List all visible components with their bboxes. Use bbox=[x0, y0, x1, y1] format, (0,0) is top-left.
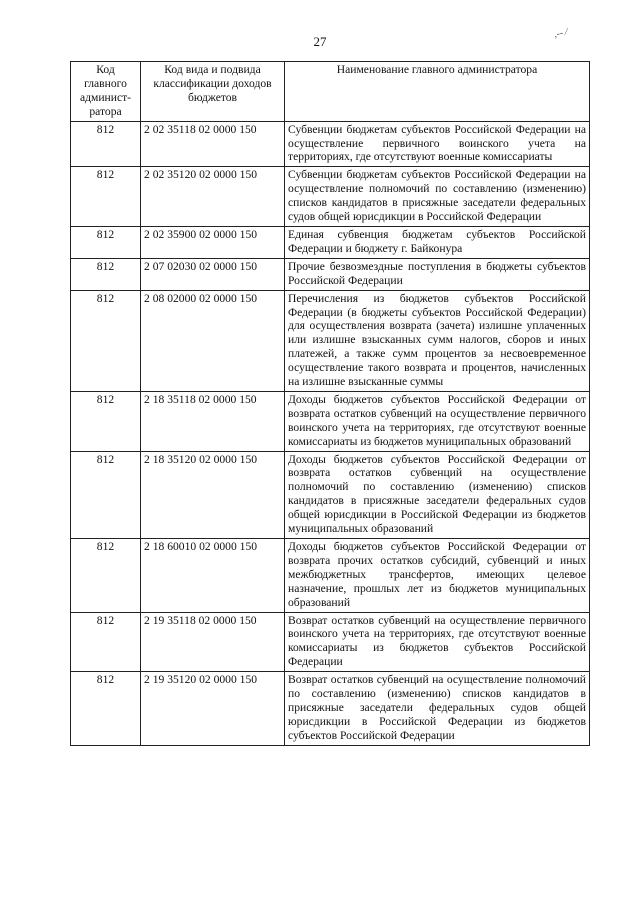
table-row bbox=[71, 226, 590, 258]
administrator-name-cell: Субвенции бюджетам субъектов Российской Федерации на осуществление первичного воинского учета на территориях, где отсутствуют военные комиссариаты bbox=[285, 121, 590, 167]
handwritten-mark: ,-- ⁄ bbox=[553, 26, 569, 41]
header-administrator-name: Наименование главного администратора bbox=[285, 62, 590, 122]
income-code-cell: 2 18 35118 02 0000 150 bbox=[141, 391, 285, 451]
table-row bbox=[71, 121, 590, 167]
table-row bbox=[71, 672, 590, 746]
administrator-name-cell: Возврат остатков субвенций на осуществление первичного воинского учета на территориях, где отсутствуют военные комиссариаты из бюджетов субъектов Российской Федерации bbox=[285, 612, 590, 672]
income-code-cell: 2 19 35118 02 0000 150 bbox=[141, 612, 285, 672]
administrator-name-cell: Доходы бюджетов субъектов Российской Федерации от возврата остатков субвенций на осуществление полномочий по составлению (изменению) списков кандидатов в присяжные заседатели федеральных судов общей юрисдикции в Российской Федерации из бюджетов муниципальных образований bbox=[285, 451, 590, 538]
administrator-name-cell: Возврат остатков субвенций на осуществление полномочий по составлению (изменению) списков кандидатов в присяжные заседатели федеральных судов общей юрисдикции в Российской Федерации из бюджетов субъектов Российской Федерации bbox=[285, 672, 590, 746]
administrator-name-cell: Перечисления из бюджетов субъектов Российской Федерации (в бюджеты субъектов Российской Федерации) для осуществления возврата (зачета) излишне уплаченных или излишне взысканных сумм налогов, сборов и иных платежей, а также сумм процентов за несвоевременное осуществление такого возврата и процентов, начисленных на излишне взысканные суммы bbox=[285, 290, 590, 391]
income-code-cell: 2 08 02000 02 0000 150 bbox=[141, 290, 285, 391]
income-code-cell: 2 02 35118 02 0000 150 bbox=[141, 121, 285, 167]
administrator-name-cell: Доходы бюджетов субъектов Российской Федерации от возврата остатков субвенций на осуществление первичного воинского учета на территориях, где отсутствуют военные комиссариаты из бюджетов муниципальных образований bbox=[285, 391, 590, 451]
page-number: 27 bbox=[313, 34, 327, 49]
admin-code-cell: 812 bbox=[71, 451, 141, 538]
administrator-name-cell: Единая субвенция бюджетам субъектов Российской Федерации и бюджету г. Байконура bbox=[285, 226, 590, 258]
table-body bbox=[71, 121, 590, 745]
table-header-row bbox=[71, 62, 590, 122]
income-code-cell: 2 18 35120 02 0000 150 bbox=[141, 451, 285, 538]
admin-code-cell: 812 bbox=[71, 612, 141, 672]
table-row bbox=[71, 258, 590, 290]
admin-code-cell: 812 bbox=[71, 258, 141, 290]
table-row bbox=[71, 539, 590, 613]
administrator-name-cell: Прочие безвозмездные поступления в бюджеты субъектов Российской Федерации bbox=[285, 258, 590, 290]
admin-code-cell: 812 bbox=[71, 121, 141, 167]
admin-code-cell: 812 bbox=[71, 226, 141, 258]
admin-code-cell: 812 bbox=[71, 290, 141, 391]
income-code-cell: 2 02 35120 02 0000 150 bbox=[141, 167, 285, 227]
administrator-name-cell: Субвенции бюджетам субъектов Российской Федерации на осуществление полномочий по составлению (изменению) списков кандидатов в присяжные заседатели федеральных судов общей юрисдикции в Российской Федерации bbox=[285, 167, 590, 227]
header-income-classification-code: Код вида и подвида классификации доходов бюджетов bbox=[141, 62, 285, 122]
admin-code-cell: 812 bbox=[71, 672, 141, 746]
admin-code-cell: 812 bbox=[71, 539, 141, 613]
table-row bbox=[71, 391, 590, 451]
admin-code-cell: 812 bbox=[71, 391, 141, 451]
table-row bbox=[71, 290, 590, 391]
income-codes-table bbox=[70, 61, 590, 746]
table-row bbox=[71, 612, 590, 672]
income-code-cell: 2 18 60010 02 0000 150 bbox=[141, 539, 285, 613]
income-code-cell: 2 02 35900 02 0000 150 bbox=[141, 226, 285, 258]
table-row bbox=[71, 451, 590, 538]
income-code-cell: 2 07 02030 02 0000 150 bbox=[141, 258, 285, 290]
income-code-cell: 2 19 35120 02 0000 150 bbox=[141, 672, 285, 746]
table-row bbox=[71, 167, 590, 227]
header-admin-code: Код главного админист-ратора bbox=[71, 62, 141, 122]
admin-code-cell: 812 bbox=[71, 167, 141, 227]
administrator-name-cell: Доходы бюджетов субъектов Российской Федерации от возврата прочих остатков субсидий, субвенций и иных межбюджетных трансфертов, имеющих целевое назначение, прошлых лет из бюджетов муниципальных образований bbox=[285, 539, 590, 613]
